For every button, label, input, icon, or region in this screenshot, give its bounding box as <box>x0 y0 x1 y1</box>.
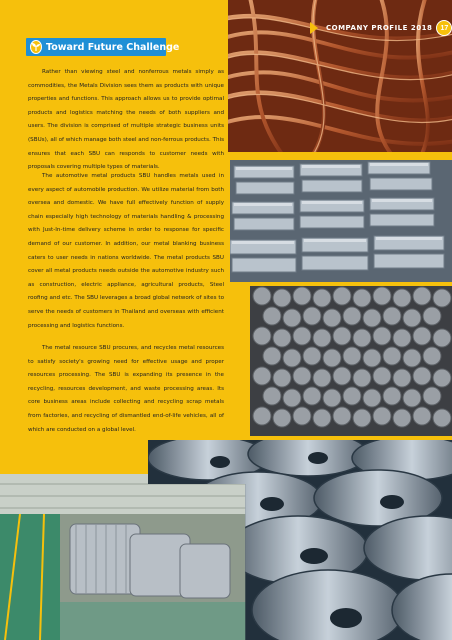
paragraph-metals-division: Rather than viewing steel and nonferrous metals simply as commodities, the Metals Division sees them as products with unique properties and functions. This approach allows us to provide optimal products and logistics matching the needs of both suppliers and users. The division is comprised of multiple strategic business units (SBUs), all of which manage both steel and non-ferrous products. This ensures that each SBU can responds to customer needs with proposals covering multiple types of materials. <box>28 69 225 171</box>
header-title: COMPANY PROFILE 2018 <box>326 24 433 32</box>
header-arrow-icon <box>310 22 318 34</box>
seedling-icon <box>30 40 42 54</box>
aluminum-ingots-photo <box>230 160 452 282</box>
paragraph-metal-resource-sbu: The metal resource SBU procures, and recycles metal resources to satisfy society's growing need for effective usage and proper resources processing. The SBU is expanding its presence in the recycling, resources development, and waste processing areas. Its core business areas include collecting and recycling scrap metals from factories, and recycling of dismantled end-of-life vehicles, all of which are conducted on a global level. <box>28 345 224 433</box>
page-header <box>310 18 452 38</box>
page-number: 17 <box>436 20 452 36</box>
steel-bars-photo <box>250 286 452 436</box>
section-title: Toward Future Challenge <box>46 41 180 53</box>
steel-coil-factory-photo <box>0 474 246 640</box>
section-title-badge <box>26 38 180 56</box>
paragraph-automotive-sbu: The automotive metal products SBU handles metals used in every aspect of automobile production. We utilize material from both oversea and domestic. We have full effectively function of supply chain especially high technology of materials handling & processing with Just-In-time delivery scheme in order to response for specific demand of our customer. In addition, our metal blanking business caters to user needs in nations worldwide. The metal products SBU cover all metal products needs outside the automotive industry such as construction, electric appliance, agricultural products, Steel roofing and etc. The SBU leverages a broad global network of sites to serve the needs of customers in Thailand and overseas with efficient processing and logistics functions. <box>28 173 224 329</box>
